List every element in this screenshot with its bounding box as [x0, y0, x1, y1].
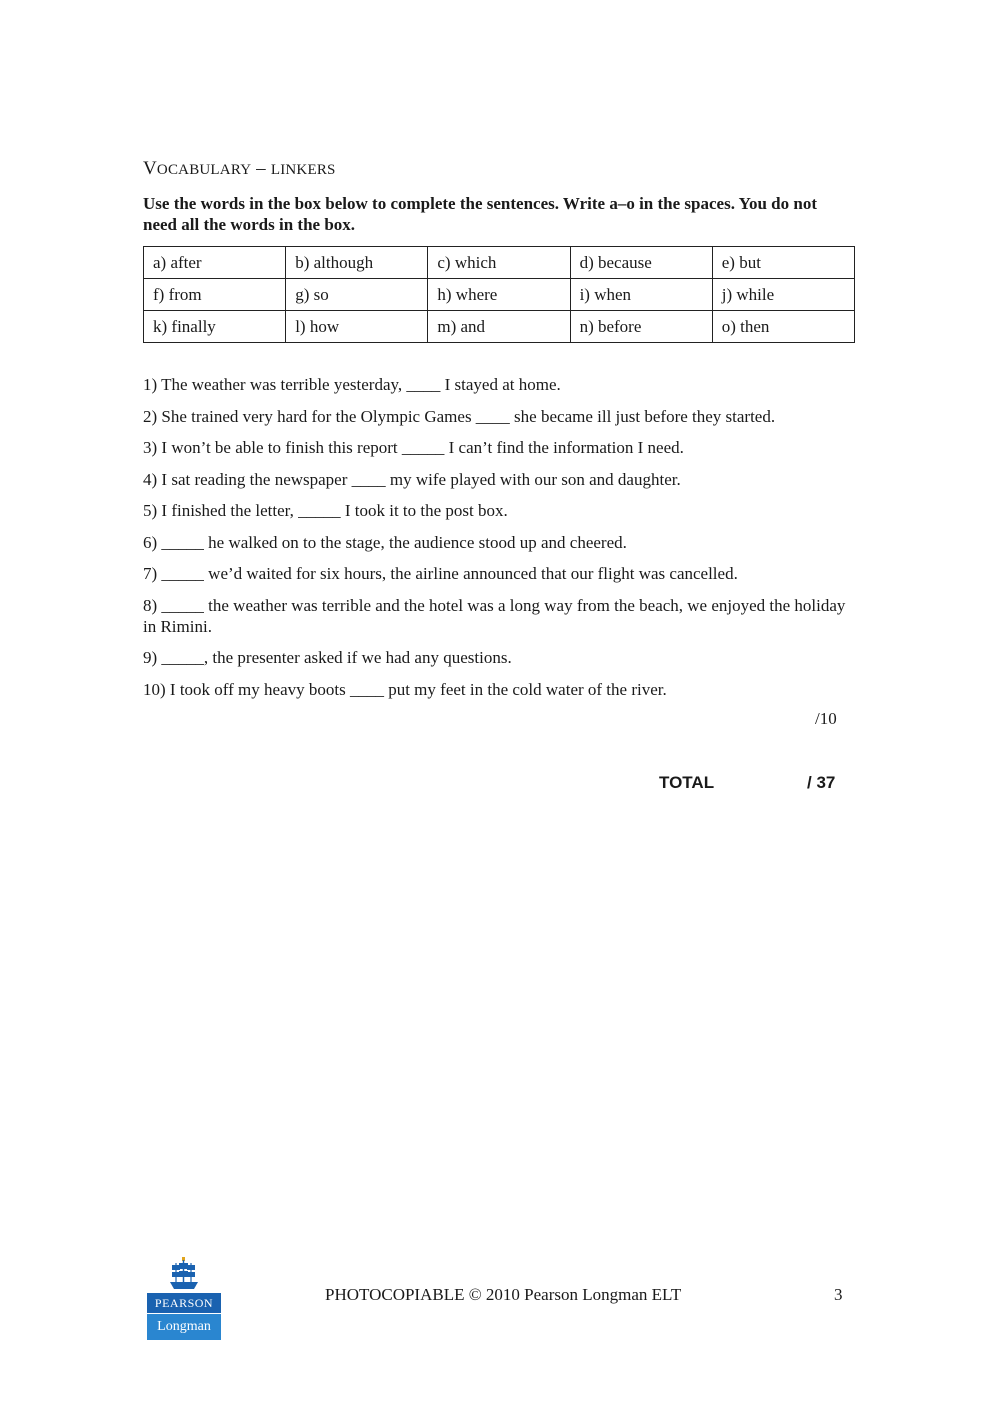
word-box-cell: k) finally	[144, 311, 286, 343]
word-box-cell: j) while	[712, 279, 854, 311]
word-box-row	[144, 279, 855, 311]
section-title-rest: OCABULARY	[156, 162, 252, 178]
word-box-cell: n) before	[570, 311, 712, 343]
word-box-row	[144, 247, 855, 279]
sentence-5: 5) I finished the letter, _____ I took it to the post box.	[143, 501, 508, 520]
sentence-9: 9) _____, the presenter asked if we had any questions.	[143, 648, 512, 667]
word-box-cell: g) so	[286, 279, 428, 311]
sentence-4: 4) I sat reading the newspaper ____ my wife played with our son and daughter.	[143, 469, 681, 489]
word-box-row	[144, 311, 855, 343]
logo-pearson-text: PEARSON	[147, 1293, 221, 1313]
sentence-1: 1) The weather was terrible yesterday, ____ I stayed at home.	[143, 375, 561, 394]
section-score: /10	[815, 709, 837, 728]
sentence-6: 6) _____ he walked on to the stage, the audience stood up and cheered.	[143, 532, 627, 552]
word-box-cell: h) where	[428, 279, 570, 311]
sentence-10: 10) I took off my heavy boots ____ put my feet in the cold water of the river.	[143, 679, 667, 699]
word-box-cell: l) how	[286, 311, 428, 343]
word-box-cell: b) although	[286, 247, 428, 279]
total-value: / 37	[807, 773, 836, 792]
section-title-initial: V	[143, 158, 157, 179]
sentence-8: 8) _____ the weather was terrible and the hotel was a long way from the beach, we enjoyed the holiday in Rimini.	[143, 595, 846, 636]
word-box-cell: i) when	[570, 279, 712, 311]
word-box-cell: a) after	[144, 247, 286, 279]
word-box-cell: m) and	[428, 311, 570, 343]
section-title	[143, 158, 336, 180]
sentence-2: 2) She trained very hard for the Olympic Games ____ she became ill just before they started.	[143, 406, 776, 426]
section-title-dash: –	[251, 158, 271, 179]
word-box-cell: d) because	[570, 247, 712, 279]
sentence-7: 7) _____ we’d waited for six hours, the airline announced that our flight was cancelled.	[143, 564, 738, 583]
instructions: Use the words in the box below to complete the sentences. Write a–o in the spaces. You do not need all the words in the box.	[143, 194, 817, 234]
logo-longman-text: Longman	[147, 1314, 221, 1340]
word-box-cell: c) which	[428, 247, 570, 279]
total-label: TOTAL	[659, 773, 715, 792]
sentence-3: 3) I won’t be able to finish this report _____ I can’t find the information I need.	[143, 438, 684, 457]
pearson-longman-logo	[147, 1257, 221, 1341]
word-box-table	[143, 246, 855, 343]
page-number: 3	[834, 1285, 843, 1304]
word-box-cell: o) then	[712, 311, 854, 343]
ship-icon	[169, 1257, 199, 1291]
sentence-list	[143, 374, 855, 710]
footer-copyright: PHOTOCOPIABLE © 2010 Pearson Longman ELT	[325, 1285, 682, 1304]
word-box-cell: f) from	[144, 279, 286, 311]
section-title-second: LINKERS	[270, 162, 336, 178]
word-box-cell: e) but	[712, 247, 854, 279]
